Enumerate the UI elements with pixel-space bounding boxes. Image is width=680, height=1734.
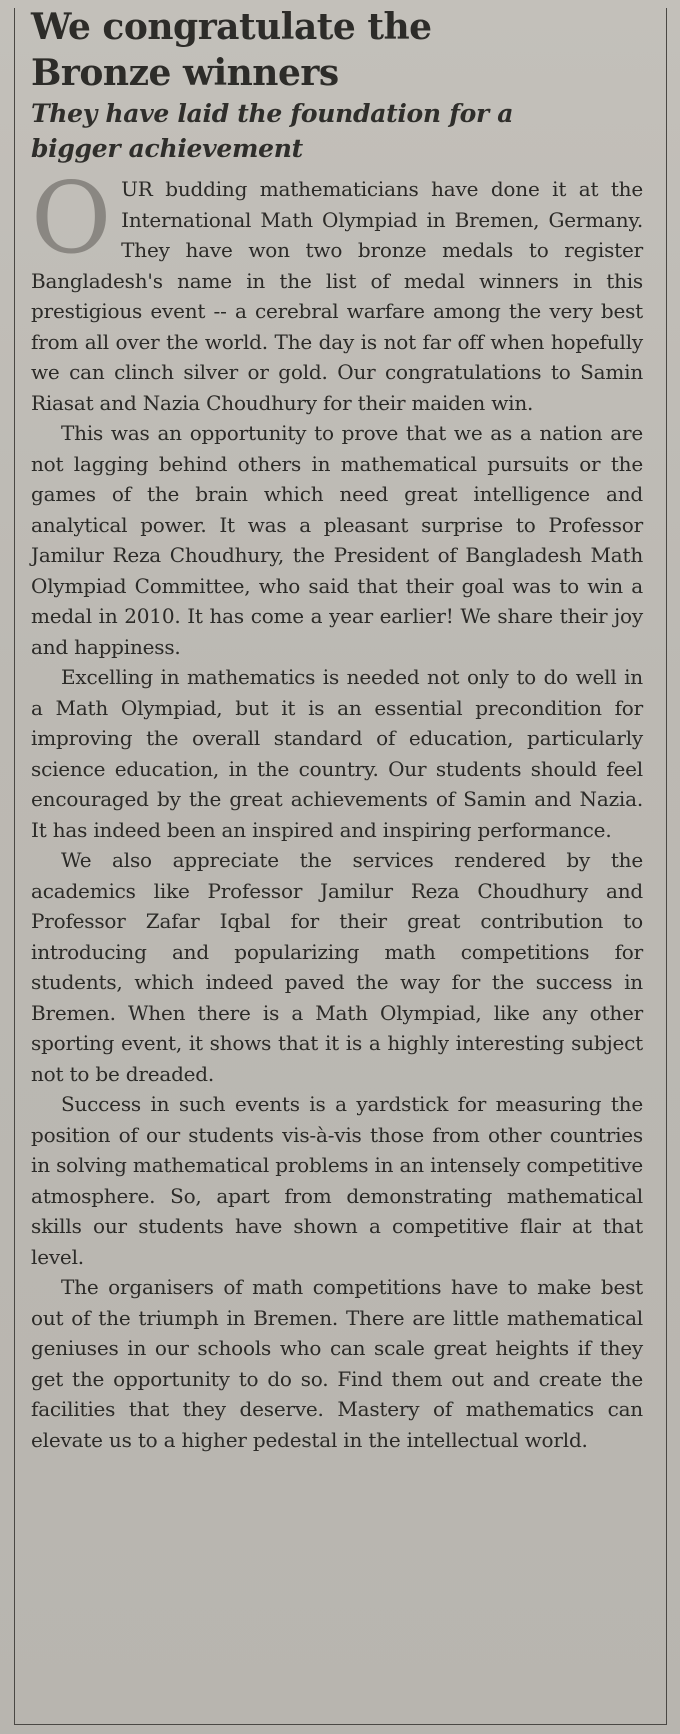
- paragraph-1-text: UR budding mathematicians have done it at the International Math Olympiad in Bremen, Germany. They have won two bronze medals to register Bangladesh's name in the list of medal winners in this prestigious event -- a cerebral warfare among the very best from all over the world. The day is not far off when hopefully we can clinch silver or gold. Our congratulations to Samin Riasat and Nazia Choudhury for their maiden win.: [31, 177, 643, 415]
- paragraph-4: We also appreciate the services rendered by the academics like Professor Jamilur Reza Choudhury and Professor Zafar Iqbal for their great contribution to introducing and popularizing math competitions for students, which indeed paved the way for the success in Bremen. When there is a Math Olympiad, like any other sporting event, it shows that it is a highly interesting subject not to be dreaded.: [31, 848, 643, 1086]
- paragraph-1: [31, 162, 643, 418]
- subhead-line-1: They have laid the foundation for a: [31, 99, 514, 128]
- headline-line-2: Bronze winners: [31, 52, 339, 94]
- subhead-line-2: bigger achievement: [31, 134, 303, 163]
- article-body: [31, 162, 643, 1455]
- paragraph-6: The organisers of math competitions have to make best out of the triumph in Bremen. There are little mathematical geniuses in our schools who can scale great heights if they get the opportunity to do so. Find them out and create the facilities that they deserve. Mastery of mathematics can elevate us to a higher pedestal in the intellectual world.: [31, 1275, 643, 1452]
- editorial-article: [31, 4, 643, 1455]
- drop-cap: O: [31, 162, 112, 276]
- subheadline: [31, 96, 643, 166]
- headline-line-1: We congratulate the: [31, 6, 432, 48]
- headline: [31, 4, 643, 96]
- paragraph-2: This was an opportunity to prove that we as a nation are not lagging behind others in mathematical pursuits or the games of the brain which need great intelligence and analytical power. It was a pleasant surprise to Professor Jamilur Reza Choudhury, the President of Bangladesh Math Olympiad Committee, who said that their goal was to win a medal in 2010. It has come a year earlier! We share their joy and happiness.: [31, 421, 643, 659]
- paragraph-5: Success in such events is a yardstick for measuring the position of our students vis-à-vis those from other countries in solving mathematical problems in an intensely competitive atmosphere. So, apart from demonstrating mathematical skills our students have shown a competitive flair at that level.: [31, 1092, 643, 1269]
- paragraph-3: Excelling in mathematics is needed not only to do well in a Math Olympiad, but it is an essential precondition for improving the overall standard of education, particularly science education, in the country. Our students should feel encouraged by the great achievements of Samin and Nazia. It has indeed been an inspired and inspiring performance.: [31, 665, 643, 842]
